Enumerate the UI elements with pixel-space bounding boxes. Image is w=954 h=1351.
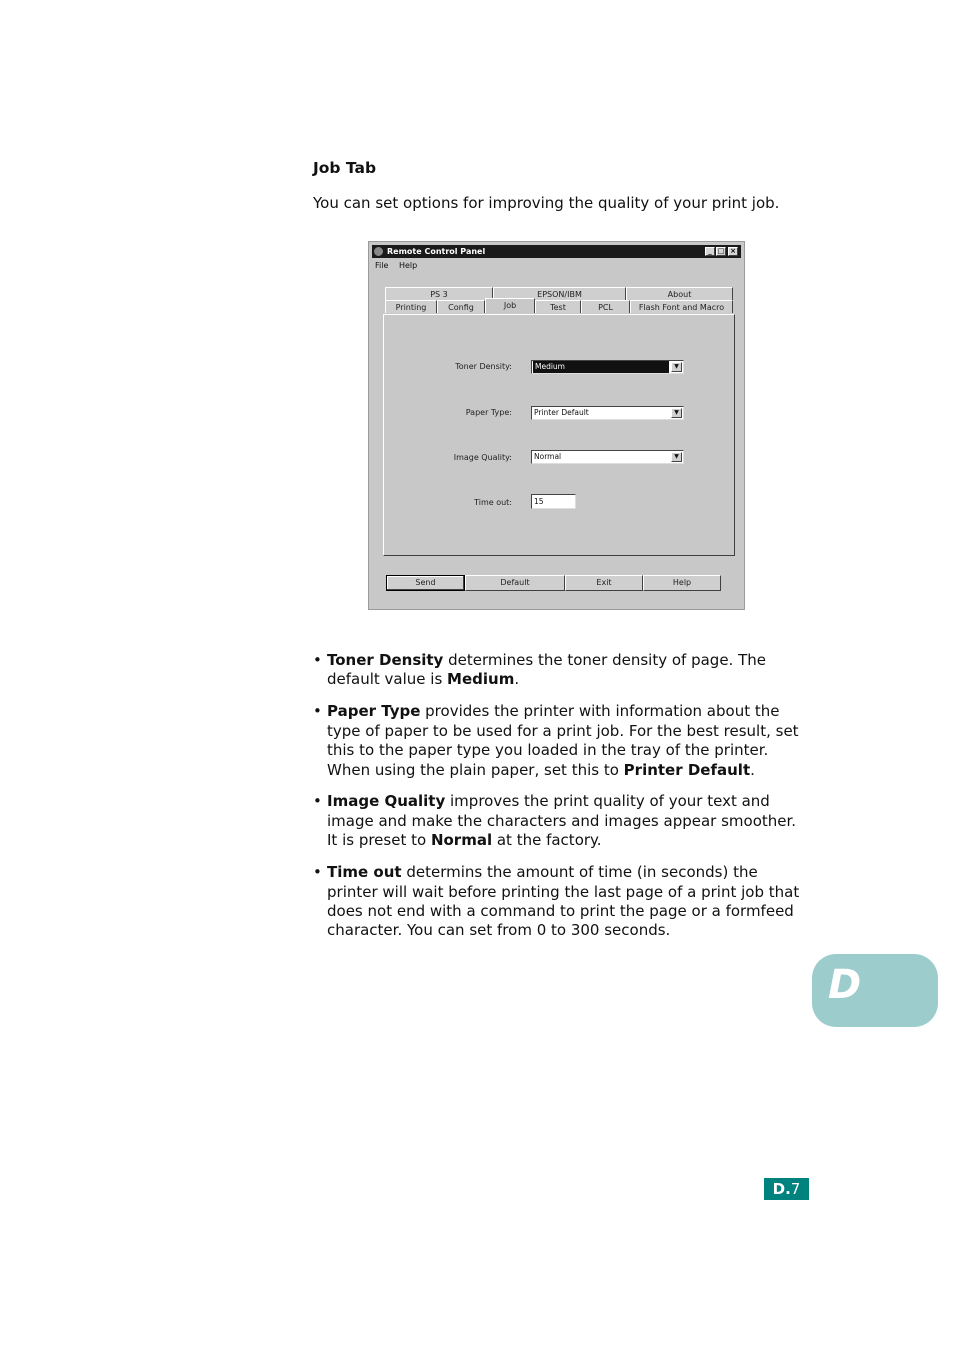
title-bar: [372, 245, 741, 258]
bullet-term: Time out: [327, 863, 402, 882]
list-item: [313, 792, 803, 850]
toner-density-select[interactable]: [531, 360, 684, 374]
menu-file[interactable]: File: [375, 261, 389, 270]
tab-printing[interactable]: Printing: [385, 300, 437, 313]
bullet-term: Paper Type: [327, 702, 421, 721]
tab-job[interactable]: Job: [485, 298, 535, 313]
help-button[interactable]: Help: [643, 575, 721, 591]
bullet-value: Normal: [430, 831, 493, 850]
page-number-prefix: D.: [772, 1180, 791, 1198]
intro-text: You can set options for improving the quality of your print job.: [313, 194, 780, 212]
bullet-term: Toner Density: [327, 651, 444, 669]
bullet-text: determins the amount of time (in seconds) the printer will wait before printing the last page of a print job that does not end with a command to print the page or a formfeed character. You can set from 0 to 300 seconds.: [327, 863, 800, 940]
maximize-icon[interactable]: □: [717, 247, 725, 255]
tab-epson-ibm[interactable]: EPSON/IBM: [493, 287, 626, 300]
bullet-end: at the factory.: [492, 831, 602, 850]
section-heading: Job Tab: [313, 159, 377, 177]
toner-density-label: Toner Density:: [455, 362, 512, 371]
tab-about[interactable]: About: [626, 287, 733, 300]
menu-bar: [375, 261, 425, 270]
job-tab-panel: [383, 314, 735, 556]
paper-type-value: Printer Default: [534, 408, 589, 417]
exit-button[interactable]: Exit: [565, 575, 643, 591]
paper-type-label: Paper Type:: [465, 408, 512, 417]
bullet-value: Medium: [447, 670, 515, 689]
tab-config[interactable]: Config: [437, 300, 485, 313]
close-icon[interactable]: ×: [728, 247, 738, 256]
page-number-value: 7: [790, 1180, 801, 1198]
minimize-icon[interactable]: _: [705, 247, 715, 256]
image-quality-select[interactable]: [531, 450, 684, 464]
list-item: [313, 651, 803, 690]
time-out-input[interactable]: 15: [531, 494, 576, 509]
window-title: Remote Control Panel: [387, 247, 486, 256]
bullet-value: Printer Default: [623, 760, 751, 779]
time-out-label: Time out:: [474, 498, 512, 507]
bullet-end: .: [514, 670, 520, 689]
bullet-text: improves the print quality of your text and image and make the characters and images appear smoother. It is preset to: [327, 792, 797, 850]
tab-pcl[interactable]: PCL: [581, 300, 630, 313]
chevron-down-icon[interactable]: ▼: [671, 408, 682, 418]
remote-control-panel-screenshot: [368, 241, 745, 610]
chevron-down-icon[interactable]: ▼: [671, 362, 682, 372]
chevron-down-icon[interactable]: ▼: [671, 452, 682, 462]
image-quality-label: Image Quality:: [453, 453, 512, 462]
bullet-end: .: [750, 760, 755, 779]
send-button[interactable]: Send: [386, 575, 465, 591]
default-button[interactable]: Default: [465, 575, 565, 591]
tab-test[interactable]: Test: [535, 300, 581, 313]
chapter-tab: [812, 954, 938, 1027]
bullet-text: provides the printer with information about the type of paper to be used for a print job. For the best result, set this to the paper type you loaded in the tray of the printer. When using the plain paper, set this to: [327, 702, 799, 779]
chapter-letter: D: [828, 962, 862, 1008]
list-item: [313, 863, 803, 941]
list-item: [313, 702, 803, 780]
tab-flash-font-and-macro[interactable]: Flash Font and Macro: [630, 300, 733, 313]
image-quality-value: Normal: [534, 452, 562, 461]
paper-type-select[interactable]: [531, 406, 684, 420]
bullet-text: determines the toner density of page. The default value is: [327, 651, 766, 689]
toner-density-value: Medium: [533, 361, 669, 373]
page-number: [764, 1178, 809, 1200]
menu-help[interactable]: Help: [398, 261, 418, 270]
app-icon: [374, 247, 383, 256]
tab-ps3[interactable]: PS 3: [385, 287, 493, 300]
option-descriptions: [313, 651, 803, 953]
bullet-term: Image Quality: [327, 792, 446, 811]
